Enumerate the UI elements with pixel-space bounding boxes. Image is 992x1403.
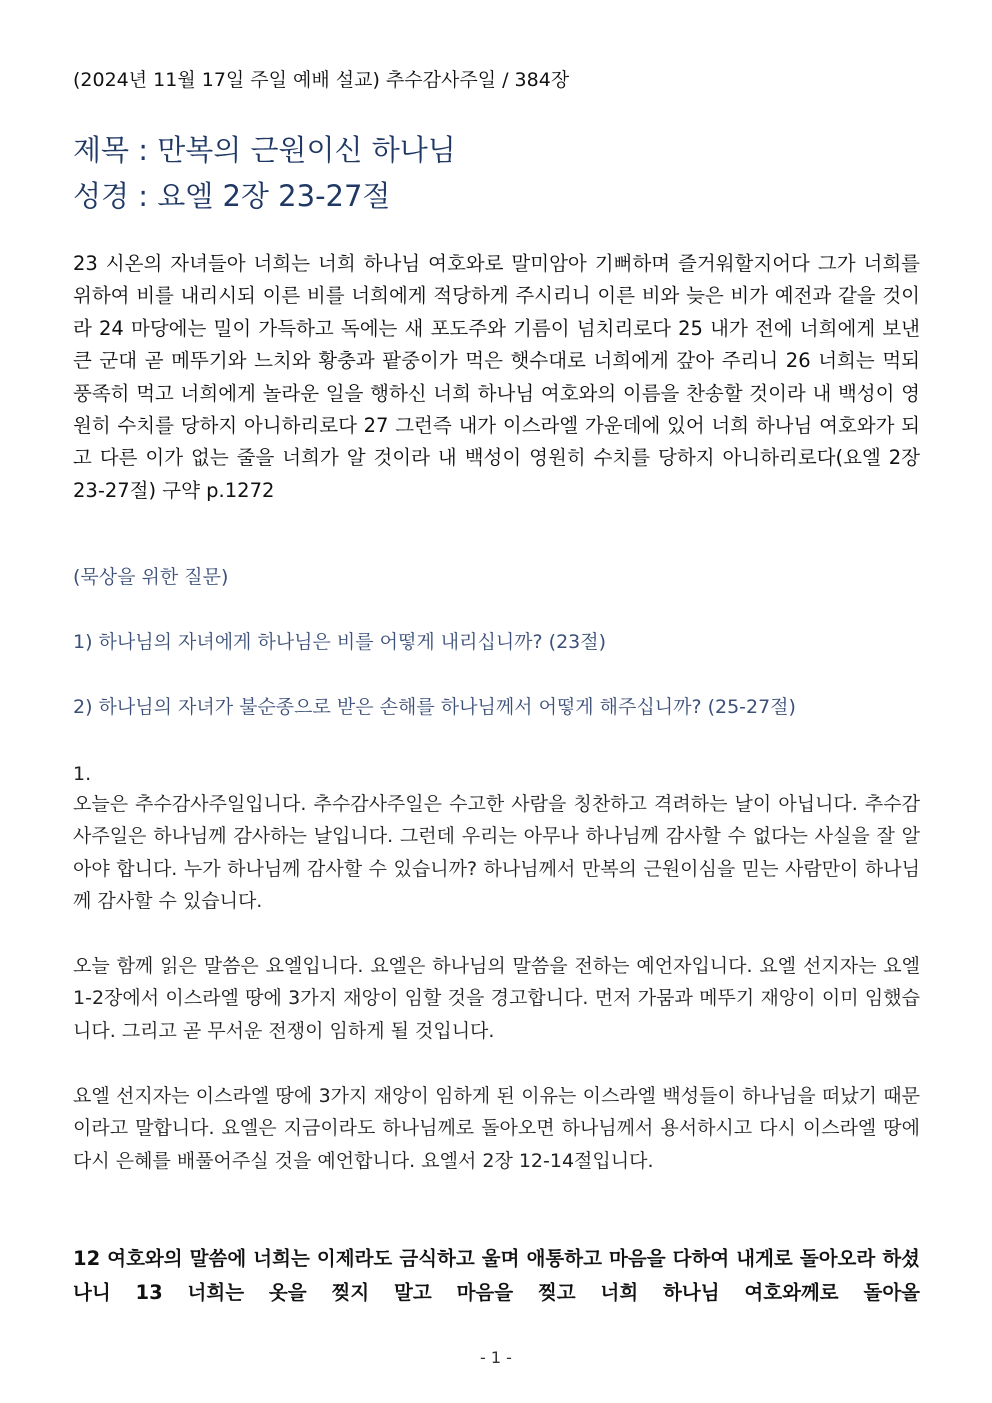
page-number: - 1 - [480, 1348, 512, 1367]
sermon-title: 제목 : 만복의 근원이신 하나님 [73, 133, 456, 167]
scripture-reference: 성경 : 요엘 2장 23-27절 [73, 179, 391, 213]
title-block [73, 127, 933, 219]
meditation-question-2: 2) 하나님의 자녀가 불순종으로 받은 손해를 하나님께서 어떻게 해주십니까? (25-27절) [73, 696, 796, 718]
meditation-heading: (묵상을 위한 질문) [73, 566, 229, 588]
service-header: (2024년 11월 17일 주일 예배 설교) 추수감사주일 / 384장 [73, 69, 570, 91]
sermon-paragraph-1: 오늘은 추수감사주일입니다. 추수감사주일은 수고한 사람을 칭찬하고 격려하는 날이 아닙니다. 추수감사주일은 하나님께 감사하는 날입니다. 그런데 우리는 아무나 하나님께 감사할 수 없다는 사실을 잘 알아야 합니다. 누가 하나님께 감사할 수 있습니까? 하나님께서 만복의 근원이심을 믿는 사람만이 하나님께 감사할 수 있습니다. [73, 793, 920, 912]
scripture-quote: 12 여호와의 말씀에 너희는 이제라도 금식하고 울며 애통하고 마음을 다하여 내게로 돌아오라 하셨나니 13 너희는 옷을 찢지 말고 마음을 찢고 너희 하나님 여호와께로 돌아올 [73, 1247, 920, 1304]
meditation-question-1: 1) 하나님의 자녀에게 하나님은 비를 어떻게 내리십니까? (23절) [73, 631, 607, 653]
section-number: 1. [73, 763, 92, 785]
sermon-paragraph-2: 오늘 함께 읽은 말씀은 요엘입니다. 요엘은 하나님의 말씀을 전하는 예언자입니다. 요엘 선지자는 요엘 1-2장에서 이스라엘 땅에 3가지 재앙이 임할 것을 경고합니다. 먼저 가뭄과 메뚜기 재앙이 이미 임했습니다. 그리고 곧 무서운 전쟁이 임하게 될 것입니다. [73, 955, 920, 1042]
sermon-paragraph-3: 요엘 선지자는 이스라엘 땅에 3가지 재앙이 임하게 된 이유는 이스라엘 백성들이 하나님을 떠났기 때문이라고 말합니다. 요엘은 지금이라도 하나님께로 돌아오면 하나님께서 용서하시고 다시 이스라엘 땅에 다시 은혜를 배풀어주실 것을 예언합니다. 요엘서 2장 12-14절입니다. [73, 1085, 920, 1172]
scripture-passage: 23 시온의 자녀들아 너희는 너희 하나님 여호와로 말미암아 기뻐하며 즐거워할지어다 그가 너희를 위하여 비를 내리시되 이른 비를 너희에게 적당하게 주시리니 이른 비와 늦은 비가 예전과 같을 것이라 24 마당에는 밀이 가득하고 독에는 새 포도주와 기름이 넘치리로다 25 내가 전에 너희에게 보낸 큰 군대 곧 메뚜기와 느치와 황충과 팥중이가 먹은 햇수대로 너희에게 갚아 주리니 26 너희는 먹되 풍족히 먹고 너희에게 놀라운 일을 행하신 너희 하나님 여호와의 이름을 찬송할 것이라 내 백성이 영원히 수치를 당하지 아니하리로다 27 그런즉 내가 이스라엘 가운데에 있어 너희 하나님 여호와가 되고 다른 이가 없는 줄을 너희가 알 것이라 내 백성이 영원히 수치를 당하지 아니하리로다(요엘 2장 23-27절) 구약 p.1272 [73, 252, 920, 502]
